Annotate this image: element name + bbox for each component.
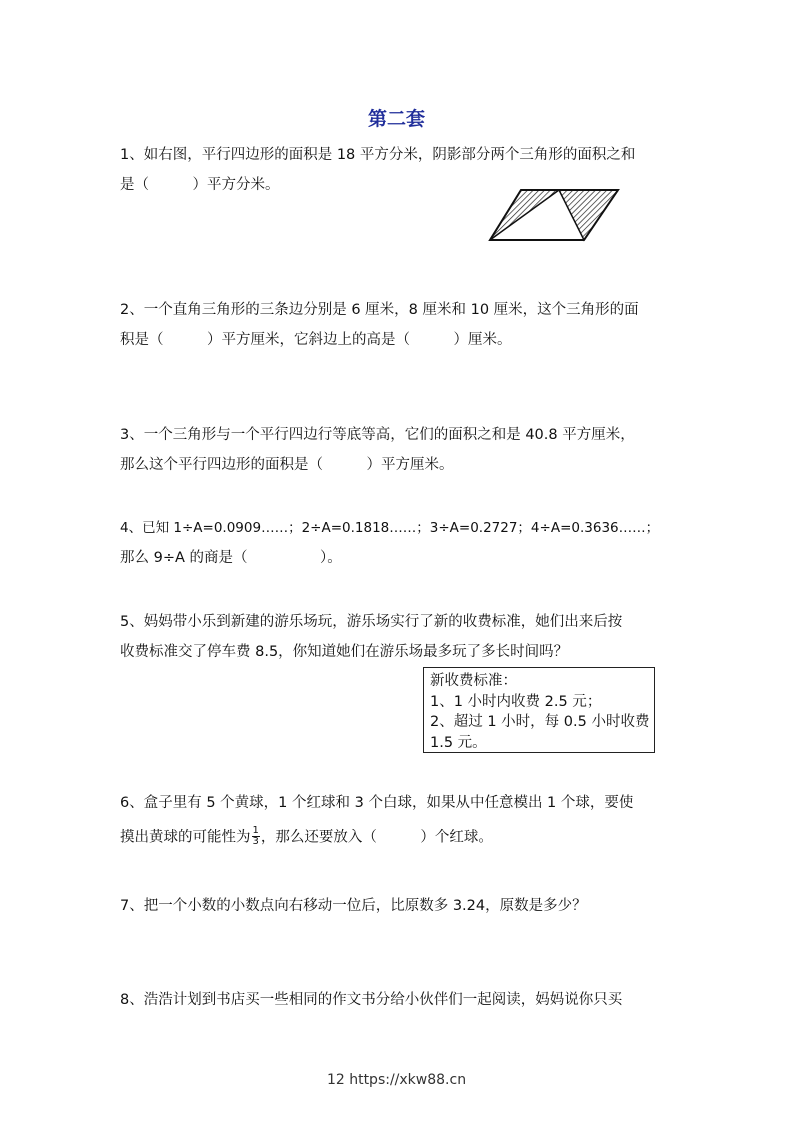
shaded-triangle-left bbox=[490, 190, 559, 240]
question-4-line-2: 那么 9÷A 的商是（ ）。 bbox=[120, 550, 342, 566]
question-6-text-before-fraction: 摸出黄球的可能性为 bbox=[120, 829, 251, 846]
page-footer: 12 https://xkw88.cn bbox=[326, 1072, 467, 1088]
question-6-text-after-fraction: ，那么还要放入（ ）个红球。 bbox=[260, 829, 493, 846]
question-8-line-1: 8、浩浩计划到书店买一些相同的作文书分给小伙伴们一起阅读，妈妈说你只买 bbox=[120, 992, 623, 1008]
question-6-line-1: 6、盒子里有 5 个黄球，1 个红球和 3 个白球，如果从中任意模出 1 个球，要使 bbox=[120, 795, 634, 811]
question-5-line-2: 收费标准交了停车费 8.5，你知道她们在游乐场最多玩了多长时间吗？ bbox=[120, 644, 569, 660]
fraction-one-third bbox=[252, 826, 260, 847]
page-title: 第二套 bbox=[367, 108, 425, 130]
fraction-denominator: 3 bbox=[252, 836, 259, 847]
question-7-line-1: 7、把一个小数的小数点向右移动一位后，比原数多 3.24，原数是多少？ bbox=[120, 898, 587, 914]
question-5-line-1: 5、妈妈带小乐到新建的游乐场玩，游乐场实行了新的收费标准，她们出来后按 bbox=[120, 614, 623, 630]
fee-box-heading: 新收费标准： bbox=[430, 673, 517, 689]
question-6-line-2 bbox=[120, 827, 493, 848]
question-1-line-2: 是（ ）平方分米。 bbox=[120, 177, 280, 193]
question-3-line-1: 3、一个三角形与一个平行四边行等底等高，它们的面积之和是 40.8 平方厘米， bbox=[120, 427, 635, 443]
question-3-line-2: 那么这个平行四边形的面积是（ ）平方厘米。 bbox=[120, 457, 454, 473]
fee-box-rule-3: 1.5 元。 bbox=[430, 734, 487, 751]
fee-box-rule-2: 2、超过 1 小时，每 0.5 小时收费 bbox=[430, 714, 650, 730]
question-2-line-2: 积是（ ）平方厘米，它斜边上的高是（ ）厘米。 bbox=[120, 332, 512, 348]
question-2-line-1: 2、一个直角三角形的三条边分别是 6 厘米，8 厘米和 10 厘米，这个三角形的面 bbox=[120, 302, 639, 318]
question-1-line-1: 1、如右图，平行四边形的面积是 18 平方分米，阴影部分两个三角形的面积之和 bbox=[120, 147, 636, 163]
parallelogram-figure bbox=[486, 186, 622, 244]
fee-standard-box bbox=[423, 667, 655, 753]
fraction-numerator: 1 bbox=[252, 825, 259, 836]
question-4-line-1: 4、已知 1÷A=0.0909……；2÷A=0.1818……；3÷A=0.2727；4÷A=0.3636……； bbox=[120, 520, 660, 536]
fee-box-rule-1: 1、1 小时内收费 2.5 元； bbox=[430, 693, 602, 710]
